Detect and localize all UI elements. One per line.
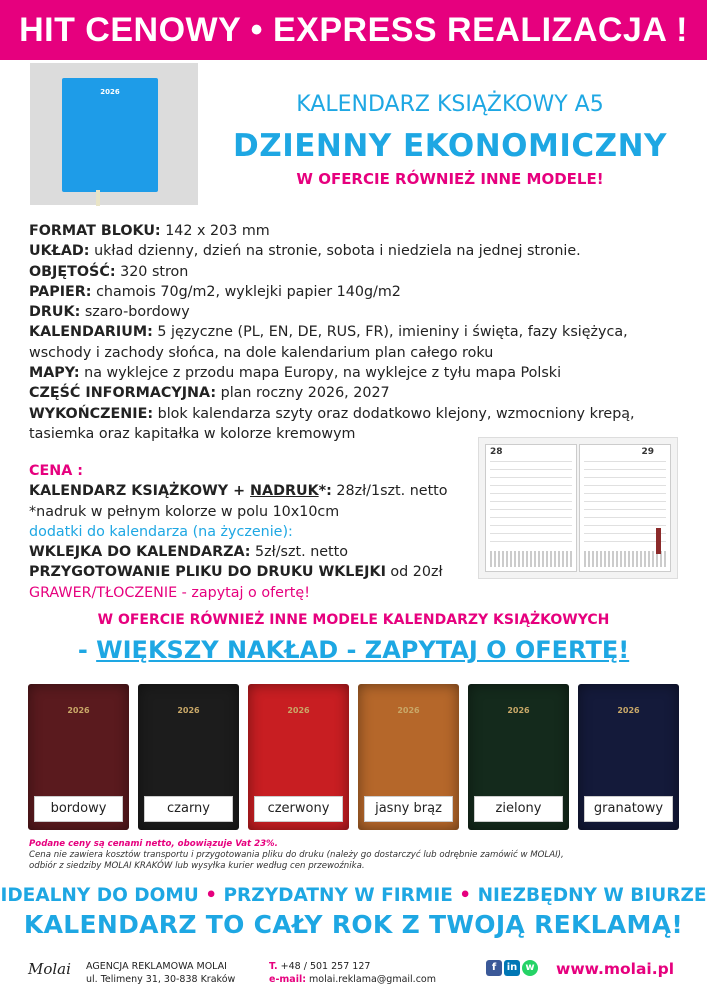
planner-left-day: 28 [490, 447, 503, 457]
cover-year: 2026 [100, 88, 120, 96]
extra-insert-price: WKLEJKA DO KALENDARZA: 5zł/szt. netto [29, 544, 349, 561]
color-label: jasny brąz [364, 796, 453, 822]
top-banner: HIT CENOWY • EXPRESS REALIZACJA ! [0, 0, 707, 60]
color-label: granatowy [584, 796, 673, 822]
spec-row: WYKOŃCZENIE: blok kalendarza szyty oraz dodatkowo klejony, wzmocniony krepą, [29, 405, 635, 422]
spec-row: CZĘŚĆ INFORMACYJNA: plan roczny 2026, 2027 [29, 385, 390, 402]
spec-row: OBJĘTOŚĆ: 320 stron [29, 263, 189, 280]
contact-info: T. +48 / 501 257 127 e-mail: molai.reklama@gmail.com [269, 961, 436, 985]
product-title: KALENDARZ KSIĄŻKOWY A5 [296, 92, 604, 117]
planner-left-page [485, 444, 577, 572]
spec-row: UKŁAD: układ dzienny, dzień na stronie, sobota i niedziela na jednej stronie. [29, 243, 581, 260]
price-notes: Podane ceny są cenami netto, obowiązuje Vat 23%. Cena nie zawiera kosztów transportu i przygotowania pliku do druku (należy go dostarczyć lub odrębnie zamówić w MOLAI), odbiór z siedziby MOLAI KRAKÓW lub wysyłka kurier według cen przewoźnika. [29, 839, 564, 871]
more-models-text: W OFERCIE RÓWNIEŻ INNE MODELE KALENDARZY KSIĄŻKOWYCH [97, 612, 610, 628]
footer [0, 955, 707, 1000]
color-label: bordowy [34, 796, 123, 822]
planner-ribbon [656, 528, 661, 554]
ask-for-offer-link[interactable]: WIĘKSZY NAKŁAD - ZAPYTAJ O OFERTĘ! [96, 636, 630, 664]
agency-info: AGENCJA REKLAMOWA MOLAI ul. Telimeny 31, 30-838 Kraków [86, 961, 236, 985]
website-link[interactable]: www.molai.pl [556, 960, 675, 978]
spec-row: wschody i zachody słońca, na dole kalendarium plan całego roku [29, 344, 494, 361]
engraving-note: GRAWER/TŁOCZENIE - zapytaj o ofertę! [29, 584, 310, 601]
other-models-note: W OFERCIE RÓWNIEŻ INNE MODELE! [296, 170, 604, 188]
price-header: CENA : [29, 463, 83, 479]
color-variant-jasny-braz: 2026 jasny brąz [358, 684, 459, 830]
price-footnote: *nadruk w pełnym kolorze w polu 10x10cm [29, 503, 340, 520]
bookmark-ribbon [96, 190, 100, 206]
spec-row: DRUK: szaro-bordowy [29, 304, 190, 321]
product-subtitle: DZIENNY EKONOMICZNY [232, 128, 667, 164]
spec-row: MAPY: na wyklejce z przodu mapa Europy, na wyklejce z tyłu mapa Polski [29, 365, 562, 382]
phone-number[interactable]: +48 / 501 257 127 [277, 961, 371, 972]
specification-list [29, 221, 679, 444]
slogan-line: IDEALNY DO DOMU • PRZYDATNY W FIRMIE • NIEZBĘDNY W BIURZE [0, 885, 707, 906]
extras-header: dodatki do kalendarza (na życzenie): [29, 523, 293, 540]
main-slogan: KALENDARZ TO CAŁY ROK Z TWOJĄ REKLAMĄ! [23, 910, 684, 939]
price-main: KALENDARZ KSIĄŻKOWY + NADRUK*: 28zł/1szt. netto [29, 483, 448, 500]
planner-inside-image [478, 437, 678, 579]
company-logo: Molai [28, 960, 71, 978]
pricing-section [29, 461, 479, 603]
spec-row: KALENDARIUM: 5 języczne (PL, EN, DE, RUS, FR), imieniny i święta, fazy księżyca, [29, 324, 628, 341]
spec-row: FORMAT BLOKU: 142 x 203 mm [29, 223, 270, 239]
email-link[interactable]: molai.reklama@gmail.com [306, 974, 436, 985]
color-label: czarny [144, 796, 233, 822]
product-cover-image [62, 78, 158, 192]
color-variant-zielony: 2026 zielony [468, 684, 569, 830]
color-variant-bordowy: 2026 bordowy [28, 684, 129, 830]
color-variants [28, 684, 680, 834]
color-label: czerwony [254, 796, 343, 822]
color-variant-granatowy: 2026 granatowy [578, 684, 679, 830]
color-variant-czerwony: 2026 czerwony [248, 684, 349, 830]
color-variant-czarny: 2026 czarny [138, 684, 239, 830]
planner-right-day: 29 [641, 447, 654, 457]
social-icons [486, 960, 538, 976]
linkedin-icon[interactable]: in [504, 960, 520, 976]
color-label: zielony [474, 796, 563, 822]
spec-row: PAPIER: chamois 70g/m2, wyklejki papier 140g/m2 [29, 283, 401, 300]
spec-row: tasiemka oraz kapitałka w kolorze kremowym [29, 425, 356, 442]
extra-file-price: PRZYGOTOWANIE PLIKU DO DRUKU WKLEJKI od 20zł [29, 564, 443, 581]
facebook-icon[interactable]: f [486, 960, 502, 976]
bigger-order-cta: - WIĘKSZY NAKŁAD - ZAPYTAJ O OFERTĘ! [77, 636, 630, 664]
whatsapp-icon[interactable]: w [522, 960, 538, 976]
